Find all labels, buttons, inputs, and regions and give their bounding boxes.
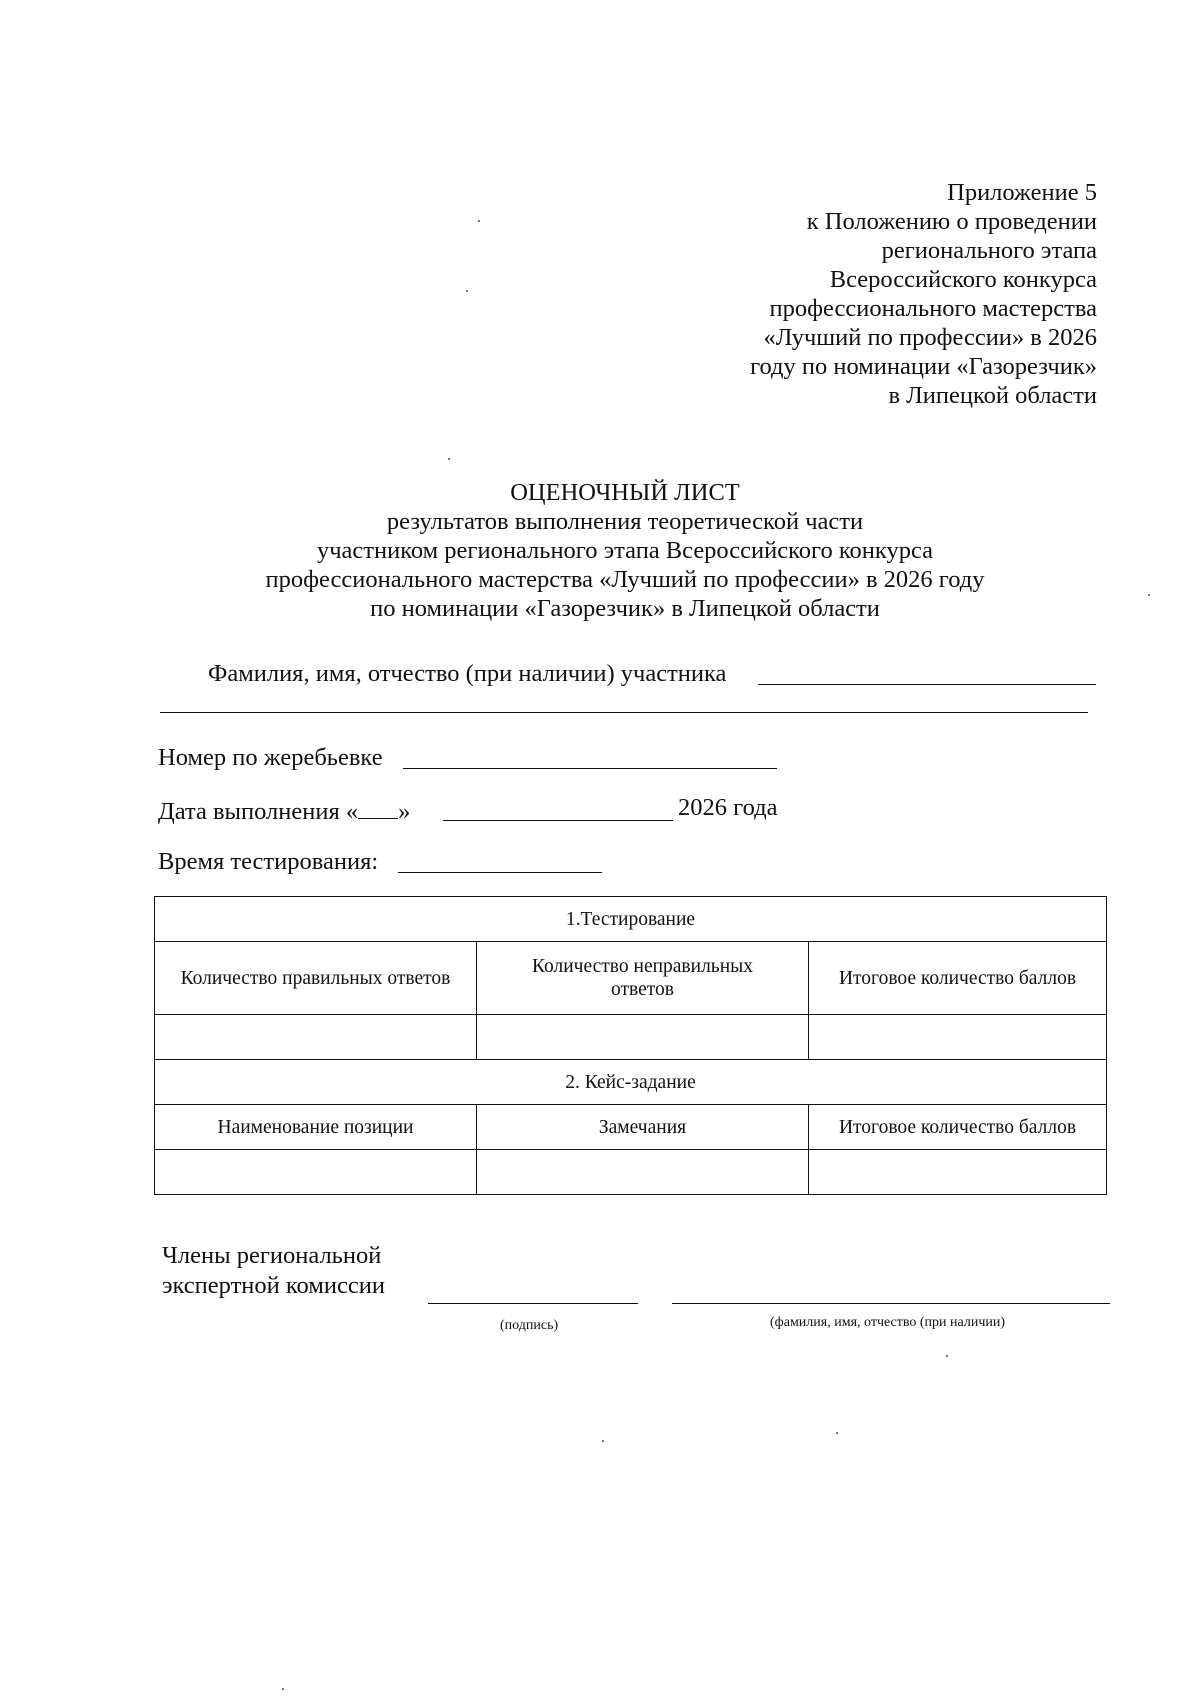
- title-line: результатов выполнения теоретической части: [386, 508, 864, 535]
- appendix-reference: [637, 178, 1097, 410]
- remarks-cell[interactable]: [477, 1150, 809, 1195]
- scan-speck: [282, 1688, 284, 1690]
- participant-name-line[interactable]: [758, 684, 1096, 685]
- appendix-line: к Положению о проведении: [806, 208, 1097, 235]
- column-header: Итоговое количество баллов: [809, 1105, 1107, 1150]
- date-label: [158, 796, 410, 827]
- document-title: [120, 478, 1130, 623]
- testing-total-score-cell[interactable]: [809, 1015, 1107, 1060]
- participant-name-label: Фамилия, имя, отчество (при наличии) участника: [208, 660, 727, 687]
- date-mid: »: [398, 798, 411, 825]
- position-name-cell[interactable]: [155, 1150, 477, 1195]
- column-header: Итоговое количество баллов: [809, 942, 1107, 1015]
- appendix-line: в Липецкой области: [888, 382, 1097, 409]
- title-line: участником регионального этапа Всероссийского конкурса: [316, 537, 933, 564]
- date-prefix: Дата выполнения «: [158, 798, 359, 825]
- date-month-line[interactable]: [443, 820, 673, 821]
- commission-line: экспертной комиссии: [162, 1272, 385, 1299]
- appendix-line: Приложение 5: [947, 179, 1097, 206]
- scan-speck: [836, 1432, 838, 1434]
- appendix-line: профессионального мастерства: [769, 295, 1097, 322]
- scan-speck: [478, 220, 480, 222]
- scan-speck: [448, 458, 450, 460]
- test-time-line[interactable]: [398, 872, 602, 873]
- signature-caption: (подпись): [500, 1318, 559, 1333]
- table-row: [155, 1150, 1107, 1195]
- name-caption: (фамилия, имя, отчество (при наличии): [770, 1315, 1006, 1330]
- signature-line[interactable]: [428, 1303, 638, 1304]
- incorrect-answers-cell[interactable]: [477, 1015, 809, 1060]
- section-title: 1.Тестирование: [155, 897, 1107, 942]
- title-heading: ОЦЕНОЧНЫЙ ЛИСТ: [510, 479, 740, 506]
- scan-speck: [946, 1355, 948, 1357]
- section-testing-header: [155, 897, 1107, 942]
- appendix-line: «Лучший по профессии» в 2026: [763, 324, 1097, 351]
- case-total-score-cell[interactable]: [809, 1150, 1107, 1195]
- appendix-line: году по номинации «Газорезчик»: [750, 353, 1097, 380]
- draw-number-label: Номер по жеребьевке: [158, 744, 383, 771]
- section-title: 2. Кейс-задание: [155, 1060, 1107, 1105]
- table-row: [155, 1105, 1107, 1150]
- participant-name-line-continued[interactable]: [160, 712, 1088, 713]
- commission-line: Члены региональной: [162, 1242, 382, 1269]
- title-line: по номинации «Газорезчик» в Липецкой области: [370, 595, 880, 622]
- commission-label: [162, 1241, 385, 1301]
- scan-speck: [466, 290, 468, 292]
- column-header: Наименование позиции: [155, 1105, 477, 1150]
- date-year-suffix: 2026 года: [678, 794, 778, 821]
- evaluation-table: [154, 896, 1107, 1195]
- date-day-line[interactable]: [358, 796, 398, 819]
- column-header: Замечания: [477, 1105, 809, 1150]
- title-line: профессионального мастерства «Лучший по профессии» в 2026 году: [265, 566, 985, 593]
- table-row: [155, 1015, 1107, 1060]
- table-row: [155, 942, 1107, 1015]
- scan-speck: [602, 1440, 604, 1442]
- appendix-line: регионального этапа: [881, 237, 1097, 264]
- draw-number-line[interactable]: [403, 768, 777, 769]
- name-line[interactable]: [672, 1303, 1110, 1304]
- correct-answers-cell[interactable]: [155, 1015, 477, 1060]
- scan-speck: [1148, 594, 1150, 596]
- section-case-header: [155, 1060, 1107, 1105]
- test-time-label: Время тестирования:: [158, 848, 379, 875]
- column-header: Количество неправильных ответов: [477, 942, 809, 1015]
- appendix-line: Всероссийского конкурса: [829, 266, 1097, 293]
- column-header: Количество правильных ответов: [155, 942, 477, 1015]
